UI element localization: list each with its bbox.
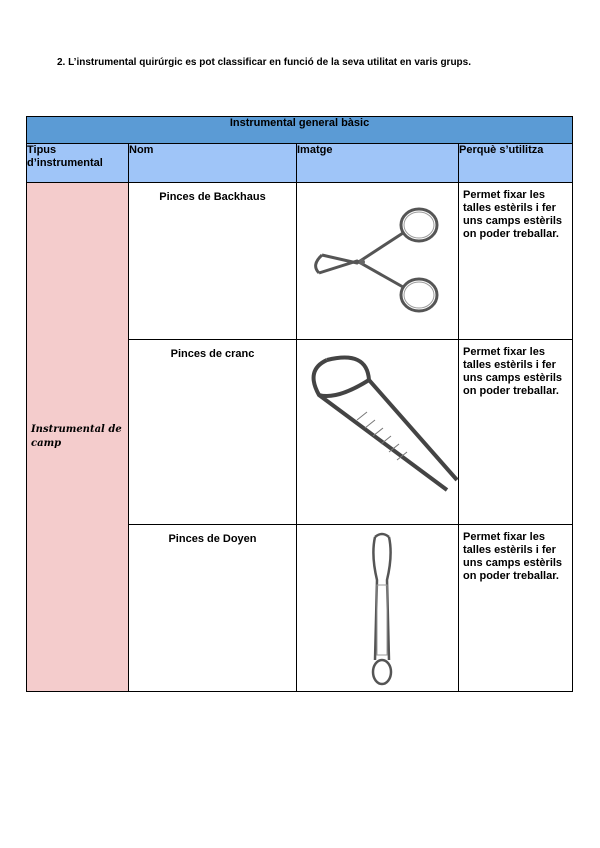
instruments-table <box>26 116 573 692</box>
backhaus-forceps-image <box>297 183 459 340</box>
instrument-use: Permet fixar les talles estèrils i fer uns camps estèrils on poder treballar. <box>459 525 573 692</box>
header-type: Tipus d’instrumental <box>27 144 129 183</box>
crab-forceps-image <box>297 340 459 525</box>
instrument-name: Pinces de cranc <box>129 340 297 525</box>
table-title-row <box>27 117 573 144</box>
header-name: Nom <box>129 144 297 183</box>
instrument-use: Permet fixar les talles estèrils i fer uns camps estèrils on poder treballar. <box>459 183 573 340</box>
instrument-name: Pinces de Backhaus <box>129 183 297 340</box>
header-image: Imatge <box>297 144 459 183</box>
table-title: Instrumental general bàsic <box>27 117 573 144</box>
table-header-row <box>27 144 573 183</box>
instrument-type: Instrumental de camp <box>27 183 129 692</box>
question-text: 2. L’instrumental quirúrgic es pot classificar en funció de la seva utilitat en varis grups. <box>57 57 472 68</box>
instrument-name: Pinces de Doyen <box>129 525 297 692</box>
doyen-forceps-image <box>297 525 459 692</box>
header-use: Perquè s’utilitza <box>459 144 573 183</box>
instrument-use: Permet fixar les talles estèrils i fer uns camps estèrils on poder treballar. <box>459 340 573 525</box>
table-row <box>27 183 573 340</box>
